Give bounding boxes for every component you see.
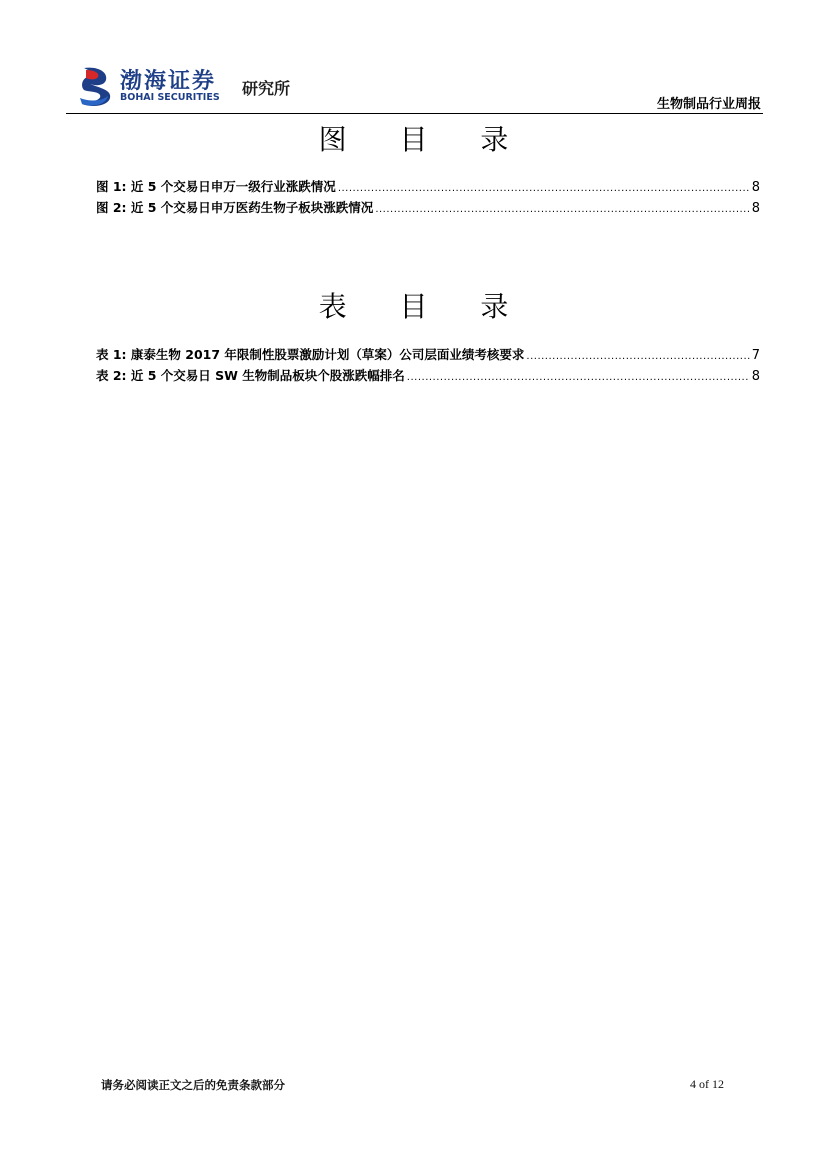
toc-entry[interactable]	[96, 345, 760, 366]
tables-toc-title: 表 目 录	[318, 290, 531, 323]
page-header	[66, 60, 763, 114]
tables-toc-list	[96, 345, 760, 387]
toc-entry-label[interactable]: 表 1: 康泰生物 2017 年限制性股票激励计划（草案）公司层面业绩考核要求	[96, 347, 525, 362]
toc-entry-page[interactable]: 7	[751, 348, 760, 363]
toc-entry-page[interactable]: 8	[751, 180, 760, 195]
brand-name-en: BOHAI SECURITIES	[120, 92, 220, 103]
toc-entry-page[interactable]: 8	[751, 201, 760, 216]
report-type: 生物制品行业周报	[656, 97, 761, 112]
toc-entry[interactable]	[96, 366, 760, 387]
header-divider	[66, 113, 763, 114]
toc-entry-label[interactable]: 图 2: 近 5 个交易日申万医药生物子板块涨跌情况	[96, 200, 374, 215]
brand-logo	[78, 64, 291, 108]
brand-department: 研究所	[242, 79, 291, 98]
toc-entry[interactable]	[96, 177, 760, 198]
footer-page-indicator: 4 of 12	[690, 1077, 724, 1091]
toc-entry-label[interactable]: 图 1: 近 5 个交易日申万一级行业涨跌情况	[96, 179, 336, 194]
figures-toc-list	[96, 177, 760, 219]
bohai-logo-icon	[78, 64, 118, 108]
toc-leader-dots	[375, 204, 749, 215]
figures-toc-title: 图 目 录	[318, 123, 531, 156]
toc-entry[interactable]	[96, 198, 760, 219]
brand-name-cn: 渤海证券	[120, 68, 217, 94]
toc-entry-label[interactable]: 表 2: 近 5 个交易日 SW 生物制品板块个股涨跌幅排名	[96, 368, 405, 383]
toc-leader-dots	[338, 183, 750, 194]
toc-leader-dots	[407, 372, 750, 383]
footer-disclaimer: 请务必阅读正文之后的免责条款部分	[101, 1078, 285, 1092]
toc-entry-page[interactable]: 8	[751, 369, 760, 384]
toc-leader-dots	[526, 351, 749, 362]
